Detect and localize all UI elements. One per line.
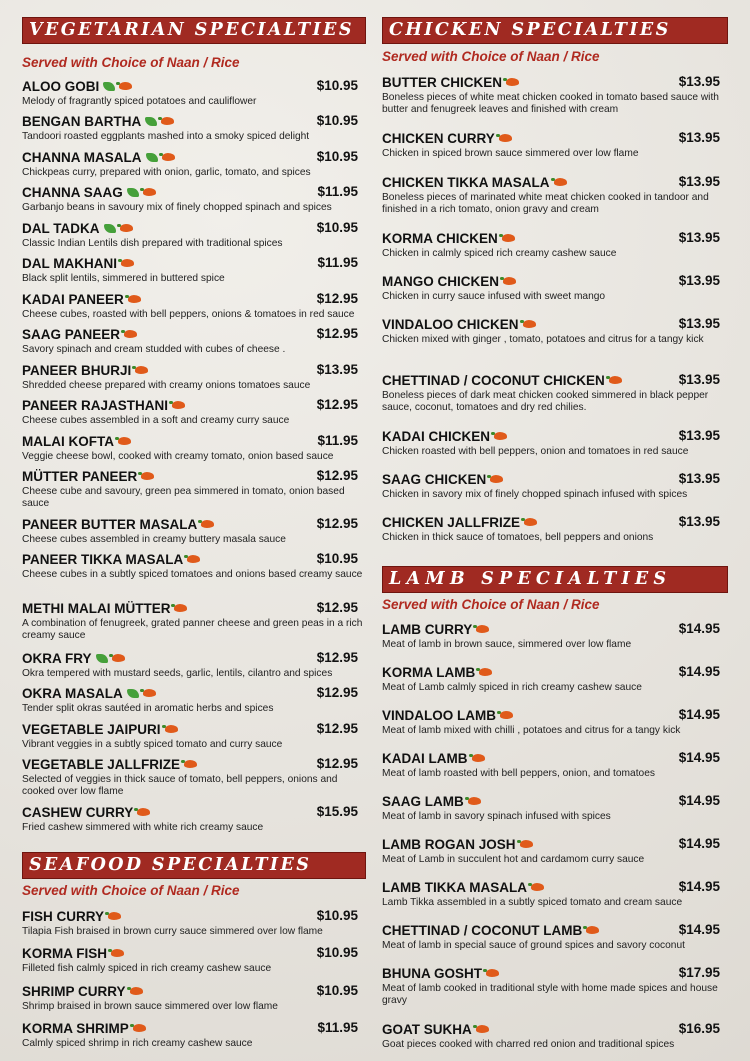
item-name [22,434,131,450]
item-name [22,1021,146,1037]
chili-icon [499,134,512,142]
menu-item [22,804,366,834]
item-name-text: CHICKEN JALLFRIZE [382,515,520,530]
item-name-text: METHI MALAI MÜTTER [22,601,171,616]
item-price: $12.95 [316,468,358,483]
chili-icon [479,668,492,676]
item-name-text: MALAI KOFTA [22,434,114,449]
vegetarian-subtitle: Served with Choice of Naan / Rice [22,55,240,70]
item-price: $17.95 [678,965,720,980]
menu-item [22,220,366,250]
item-name [22,79,132,95]
item-description: Boneless pieces of white meat chicken cooked in tomato based sauce with butter and fenugreek leaves and finished with cream [382,92,719,115]
item-description: Chickpeas curry, prepared with onion, garlic, tomato, and spices [22,167,311,178]
item-description: Chicken mixed with ginger , tomato, potatoes and citrus for a tangy kick [382,334,704,345]
item-price: $11.95 [317,1020,358,1035]
menu-item [22,983,366,1013]
menu-item [22,685,366,715]
menu-item [22,433,366,463]
item-name [382,472,503,488]
chili-icon [128,295,141,303]
menu-item [22,78,366,108]
menu-item [22,600,366,642]
item-price: $14.95 [678,836,720,851]
item-description: Chicken in thick sauce of tomatoes, bell peppers and onions [382,532,654,543]
item-name [382,794,481,810]
menu-item [22,326,366,356]
item-description: Garbanjo beans in savoury mix of finely chopped spinach and spices [22,202,332,213]
item-price: $13.95 [678,428,720,443]
chili-icon [531,883,544,891]
menu-item [382,836,728,866]
item-price: $10.95 [316,78,358,93]
menu-item [22,255,366,285]
chili-icon [494,432,507,440]
vegan-leaf-icon [127,689,139,698]
menu-item [382,621,728,651]
item-name [22,256,134,272]
lamb-subtitle: Served with Choice of Naan / Rice [382,597,600,612]
item-price: $13.95 [678,174,720,189]
item-name-text: LAMB CURRY [382,622,473,637]
item-name-text: MANGO CHICKEN [382,274,499,289]
item-name [22,327,137,343]
item-name [22,757,197,773]
item-price: $12.95 [316,516,358,531]
item-price: $12.95 [316,600,358,615]
chili-icon [503,277,516,285]
item-name-text: PANEER BHURJI [22,363,132,378]
item-description: Veggie cheese bowl, cooked with creamy tomato, onion based sauce [22,451,334,462]
menu-item [22,650,366,680]
menu-item [382,879,728,909]
chili-icon [120,224,133,232]
item-description: Chicken in calmly spiced rich creamy cashew sauce [382,248,617,259]
chili-icon [506,78,519,86]
vegan-leaf-icon [145,117,157,126]
item-price: $15.95 [316,804,358,819]
chili-icon [476,625,489,633]
item-description: Tender split okras sautéed in aromatic herbs and spices [22,703,274,714]
menu-item [382,707,728,737]
menu-item [22,1020,366,1050]
item-price: $10.95 [316,113,358,128]
item-name-text: CHETTINAD / COCONUT CHICKEN [382,373,605,388]
seafood-subtitle: Served with Choice of Naan / Rice [22,883,240,898]
item-name-text: CHANNA SAAG [22,185,123,200]
item-description: Black split lentils, simmered in buttered spice [22,273,225,284]
menu-item [382,316,728,346]
item-name [22,363,148,379]
item-description: Cheese cubes assembled in a soft and creamy curry sauce [22,415,290,426]
chili-icon [520,840,533,848]
chili-icon [502,234,515,242]
item-name-text: KADAI LAMB [382,751,468,766]
item-name-text: OKRA FRY [22,651,92,666]
item-description: Meat of Lamb calmly spiced in rich creamy cashew sauce [382,682,642,693]
item-name-text: GOAT SUKHA [382,1022,472,1037]
chili-icon [523,320,536,328]
item-name [22,805,150,821]
item-price: $12.95 [316,326,358,341]
item-price: $10.95 [316,945,358,960]
chili-icon [172,401,185,409]
item-price: $12.95 [316,397,358,412]
menu-item [382,428,728,458]
chili-icon [187,555,200,563]
item-price: $14.95 [678,664,720,679]
item-price: $13.95 [678,130,720,145]
item-name-text: VEGETABLE JALLFRIZE [22,757,181,772]
chili-icon [468,797,481,805]
item-name-text: CHICKEN TIKKA MASALA [382,175,550,190]
item-name-text: PANEER RAJASTHANI [22,398,169,413]
chili-icon [130,987,143,995]
menu-item [382,174,728,216]
item-price: $13.95 [678,74,720,89]
item-price: $12.95 [316,291,358,306]
chili-icon [165,725,178,733]
item-name [382,966,499,982]
menu-item [22,397,366,427]
menu-item [382,965,728,1007]
chili-icon [143,188,156,196]
item-name-text: BENGAN BARTHA [22,114,142,129]
item-name-text: BUTTER CHICKEN [382,75,502,90]
chili-icon [524,518,537,526]
item-description: Lamb Tikka assembled in a subtly spiced tomato and cream sauce [382,897,683,908]
item-name-text: SAAG LAMB [382,794,464,809]
item-name [382,622,489,638]
item-price: $11.95 [317,184,358,199]
item-price: $12.95 [316,721,358,736]
item-name-text: CHETTINAD / COCONUT LAMB [382,923,583,938]
item-name [382,923,599,939]
item-price: $13.95 [316,362,358,377]
item-name-text: LAMB ROGAN JOSH [382,837,516,852]
item-name-text: LAMB TIKKA MASALA [382,880,527,895]
menu-item [382,1021,728,1051]
item-description: Selected of veggies in thick sauce of tomato, bell peppers, onions and cooked over low flame [22,774,338,797]
item-name [22,221,133,237]
menu-item [22,908,366,938]
item-name [22,909,121,925]
item-name-text: PANEER TIKKA MASALA [22,552,184,567]
item-name-text: CHANNA MASALA [22,150,142,165]
item-name [22,686,156,702]
item-description: Cheese cube and savoury, green pea simmered in tomato, onion based sauce [22,486,345,509]
item-name-text: SAAG CHICKEN [382,472,487,487]
item-description: Cheese cubes, roasted with bell peppers, onions & tomatoes in red sauce [22,309,355,320]
menu-item [382,471,728,501]
menu-item [382,514,728,544]
item-name [382,175,567,191]
item-name-text: KADAI PANEER [22,292,124,307]
menu-item [22,468,366,510]
chili-icon [490,475,503,483]
item-name-text: DAL TADKA [22,221,100,236]
menu-item [382,74,728,116]
item-name-text: SAAG PANEER [22,327,121,342]
item-price: $10.95 [316,149,358,164]
menu-item [22,113,366,143]
item-price: $14.95 [678,922,720,937]
chili-icon [162,153,175,161]
item-name [22,651,125,667]
item-description: Chicken in curry sauce infused with sweet mango [382,291,606,302]
menu-item [22,149,366,179]
item-name-text: ALOO GOBI [22,79,100,94]
item-price: $14.95 [678,750,720,765]
item-description: Goat pieces cooked with charred red onion and traditional spices [382,1039,675,1050]
item-name [382,751,485,767]
chili-icon [143,689,156,697]
chili-icon [133,1024,146,1032]
item-name-text: VEGETABLE JAIPURI [22,722,161,737]
item-name [382,317,536,333]
item-price: $13.95 [678,471,720,486]
item-name [382,880,544,896]
menu-item [22,721,366,751]
menu-item [382,273,728,303]
item-price: $13.95 [678,372,720,387]
menu-item [382,664,728,694]
menu-item [22,516,366,546]
menu-item [22,945,366,975]
item-name-text: SHRIMP CURRY [22,984,126,999]
item-description: Vibrant veggies in a subtly spiced tomato and curry sauce [22,739,283,750]
item-name [22,469,154,485]
item-description: Tandoori roasted eggplants mashed into a smoky spiced delight [22,131,310,142]
item-description: Calmly spiced shrimp in rich creamy cashew sauce [22,1038,253,1049]
item-description: Boneless pieces of marinated white meat chicken cooked in tandoor and finished in a rich tomato, onion gravy and cream [382,192,709,215]
item-name [382,1022,489,1038]
item-description: Cheese cubes assembled in creamy buttery masala sauce [22,534,286,545]
chili-icon [161,117,174,125]
chili-icon [112,654,125,662]
menu-item [22,362,366,392]
item-name-text: KORMA LAMB [382,665,476,680]
chili-icon [472,754,485,762]
menu-item [382,372,728,414]
item-description: Chicken roasted with bell peppers, onion and tomatoes in red sauce [382,446,689,457]
item-description: Meat of lamb mixed with chilli , potatoes and citrus for a tangy kick [382,725,681,736]
chili-icon [486,969,499,977]
item-name [22,601,187,617]
chili-icon [609,376,622,384]
item-price: $11.95 [317,255,358,270]
menu-item [22,756,366,798]
chili-icon [174,604,187,612]
vegan-leaf-icon [127,188,139,197]
item-name-text: DAL MAKHANI [22,256,117,271]
item-price: $13.95 [678,230,720,245]
item-name [382,231,515,247]
item-name [22,398,185,414]
item-description: Melody of fragrantly spiced potatoes and cauliflower [22,96,257,107]
item-price: $10.95 [316,983,358,998]
chili-icon [586,926,599,934]
vegan-leaf-icon [146,153,158,162]
item-description: Meat of lamb roasted with bell peppers, onion, and tomatoes [382,768,655,779]
menu-item [22,551,366,581]
item-price: $10.95 [316,551,358,566]
item-price: $10.95 [316,220,358,235]
chili-icon [137,808,150,816]
item-description: Meat of lamb in special sauce of ground spices and savory coconut [382,940,685,951]
item-price: $14.95 [678,707,720,722]
item-description: Savory spinach and cream studded with cubes of cheese . [22,344,286,355]
item-price: $14.95 [678,879,720,894]
item-name [22,185,156,201]
item-name [382,515,537,531]
item-price: $13.95 [678,273,720,288]
vegetarian-header: VEGETARIAN SPECIALTIES [22,17,366,44]
menu-item [382,922,728,952]
item-description: Filleted fish calmly spiced in rich creamy cashew sauce [22,963,272,974]
chili-icon [108,912,121,920]
item-price: $12.95 [316,685,358,700]
vegan-leaf-icon [96,654,108,663]
item-name [22,114,174,130]
item-name-text: PANEER BUTTER MASALA [22,517,198,532]
item-price: $13.95 [678,514,720,529]
item-name [22,552,200,568]
chili-icon [121,259,134,267]
item-price: $14.95 [678,793,720,808]
vegan-leaf-icon [103,82,115,91]
item-name-text: VINDALOO LAMB [382,708,496,723]
item-description: Meat of Lamb in succulent hot and cardamom curry sauce [382,854,645,865]
item-name-text: OKRA MASALA [22,686,123,701]
chili-icon [124,330,137,338]
item-name-text: KORMA SHRIMP [22,1021,129,1036]
item-name [22,946,124,962]
item-name [382,274,516,290]
lamb-header: LAMB SPECIALTIES [382,566,728,593]
item-name-text: FISH CURRY [22,909,105,924]
item-name-text: KORMA FISH [22,946,107,961]
chili-icon [135,366,148,374]
menu-item [382,793,728,823]
item-description: Chicken in savory mix of finely chopped spinach infused with spices [382,489,688,500]
menu-item [22,184,366,214]
item-name-text: CASHEW CURRY [22,805,134,820]
item-name-text: KORMA CHICKEN [382,231,498,246]
item-description: Okra tempered with mustard seeds, garlic, lentils, cilantro and spices [22,668,333,679]
item-name [22,722,178,738]
chili-icon [201,520,214,528]
chili-icon [119,82,132,90]
item-name [382,373,622,389]
item-name [382,75,519,91]
item-name [382,665,492,681]
item-name-text: KADAI CHICKEN [382,429,490,444]
item-price: $14.95 [678,621,720,636]
item-description: Meat of lamb in brown sauce, simmered over low flame [382,639,632,650]
item-name-text: VINDALOO CHICKEN [382,317,519,332]
seafood-header: SEAFOOD SPECIALTIES [22,852,366,879]
menu-item [382,130,728,160]
item-price: $12.95 [316,650,358,665]
item-name [22,984,143,1000]
item-description: A combination of fenugreek, grated panner cheese and green peas in a rich creamy sauce [22,618,363,641]
item-name [22,150,175,166]
item-price: $10.95 [316,908,358,923]
item-description: Tilapia Fish braised in brown curry sauce simmered over low flame [22,926,323,937]
vegan-leaf-icon [104,224,116,233]
item-name [382,837,533,853]
item-price: $16.95 [678,1021,720,1036]
chili-icon [111,949,124,957]
item-name [22,292,141,308]
chili-icon [184,760,197,768]
item-description: Cheese cubes in a subtly spiced tomatoes and onions based creamy sauce [22,569,363,580]
menu-item [22,291,366,321]
menu-item [382,230,728,260]
item-description: Boneless pieces of dark meat chicken cooked simmered in black pepper sauce, coconut, tomatoes and dry red chilies. [382,390,709,413]
item-name-text: BHUNA GOSHT [382,966,482,981]
item-description: Meat of lamb in savory spinach infused with spices [382,811,611,822]
item-description: Fried cashew simmered with white rich creamy sauce [22,822,264,833]
item-price: $13.95 [678,316,720,331]
item-name [22,517,214,533]
item-description: Classic Indian Lentils dish prepared with traditional spices [22,238,283,249]
item-name [382,429,507,445]
item-price: $11.95 [317,433,358,448]
chicken-subtitle: Served with Choice of Naan / Rice [382,49,600,64]
chili-icon [500,711,513,719]
item-description: Shredded cheese prepared with creamy onions tomatoes sauce [22,380,311,391]
item-name [382,708,513,724]
chicken-header: CHICKEN SPECIALTIES [382,17,728,44]
chili-icon [554,178,567,186]
chili-icon [476,1025,489,1033]
item-description: Meat of lamb cooked in traditional style with home made spices and house gravy [382,983,718,1006]
item-name [382,131,512,147]
item-price: $12.95 [316,756,358,771]
item-name-text: MÜTTER PANEER [22,469,138,484]
item-description: Shrimp braised in brown sauce simmered over low flame [22,1001,278,1012]
item-name-text: CHICKEN CURRY [382,131,495,146]
menu-item [382,750,728,780]
chili-icon [118,437,131,445]
chili-icon [141,472,154,480]
item-description: Chicken in spiced brown sauce simmered over low flame [382,148,639,159]
